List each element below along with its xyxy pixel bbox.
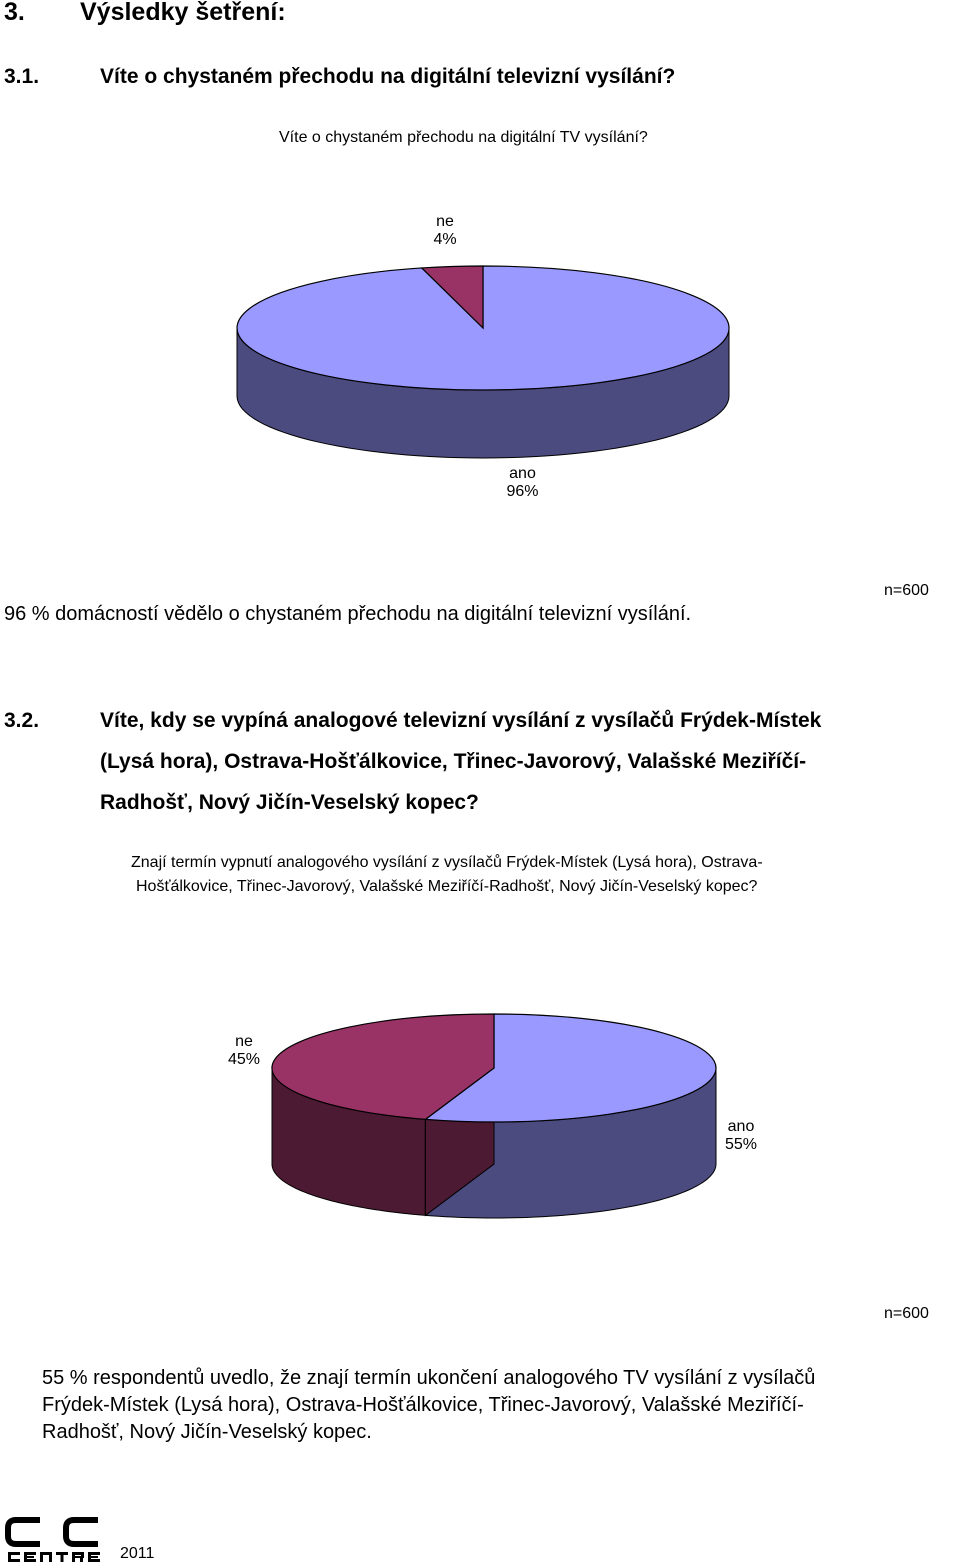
q2-number: 3.2. [4, 709, 40, 732]
chart2-title-line-1: Znají termín vypnutí analogového vysílání z vysílačů Frýdek-Místek (Lysá hora), Ostrava- [131, 854, 763, 871]
section-title: Výsledky šetření: [80, 0, 286, 26]
q2-heading-line-2: (Lysá hora), Ostrava-Hošťálkovice, Třinec-Javorový, Valašské Meziříčí- [100, 750, 807, 773]
chart2-label-ne-pct: 45% [227, 1051, 261, 1068]
chart1-title: Víte o chystaném přechodu na digitální TV vysílání? [279, 129, 648, 146]
centre-logo [4, 1516, 114, 1564]
chart2-title-line-2: Hošťálkovice, Třinec-Javorový, Valašské Meziříčí-Radhošť, Nový Jičín-Veselský kopec? [136, 878, 758, 895]
chart1-label-ano-name: ano [509, 465, 536, 482]
q2-n-label: n=600 [884, 1305, 929, 1322]
footer-year: 2011 [120, 1545, 155, 1562]
section-number: 3. [4, 0, 25, 26]
q1-n-label: n=600 [884, 582, 929, 599]
chart2-label-ne [218, 1033, 270, 1069]
q1-heading: Víte o chystaném přechodu na digitální televizní vysílání? [100, 65, 676, 88]
chart1-label-ne-name: ne [436, 213, 454, 230]
chart2-label-ano-pct: 55% [724, 1136, 758, 1153]
q2-summary-line-1: 55 % respondentů uvedlo, že znají termín ukončení analogového TV vysílání z vysílačů [42, 1367, 816, 1389]
q1-summary: 96 % domácností vědělo o chystaném přechodu na digitální televizní vysílání. [4, 603, 692, 625]
q2-summary-line-3: Radhošť, Nový Jičín-Veselský kopec. [42, 1421, 372, 1443]
q2-heading-line-1: Víte, kdy se vypíná analogové televizní vysílání z vysílačů Frýdek-Místek [100, 709, 822, 732]
q2-heading-line-3: Radhošť, Nový Jičín-Veselský kopec? [100, 791, 479, 814]
chart2-label-ano-name: ano [727, 1118, 755, 1135]
chart1-label-ano-pct: 96% [506, 483, 539, 500]
q1-number: 3.1. [4, 65, 40, 88]
chart1-label-ne-pct: 4% [433, 231, 457, 248]
chart2-label-ne-name: ne [235, 1033, 253, 1050]
chart2-label-ano [713, 1118, 769, 1154]
q2-summary-line-2: Frýdek-Místek (Lysá hora), Ostrava-Hošťálkovice, Třinec-Javorový, Valašské Meziříčí- [42, 1394, 804, 1416]
